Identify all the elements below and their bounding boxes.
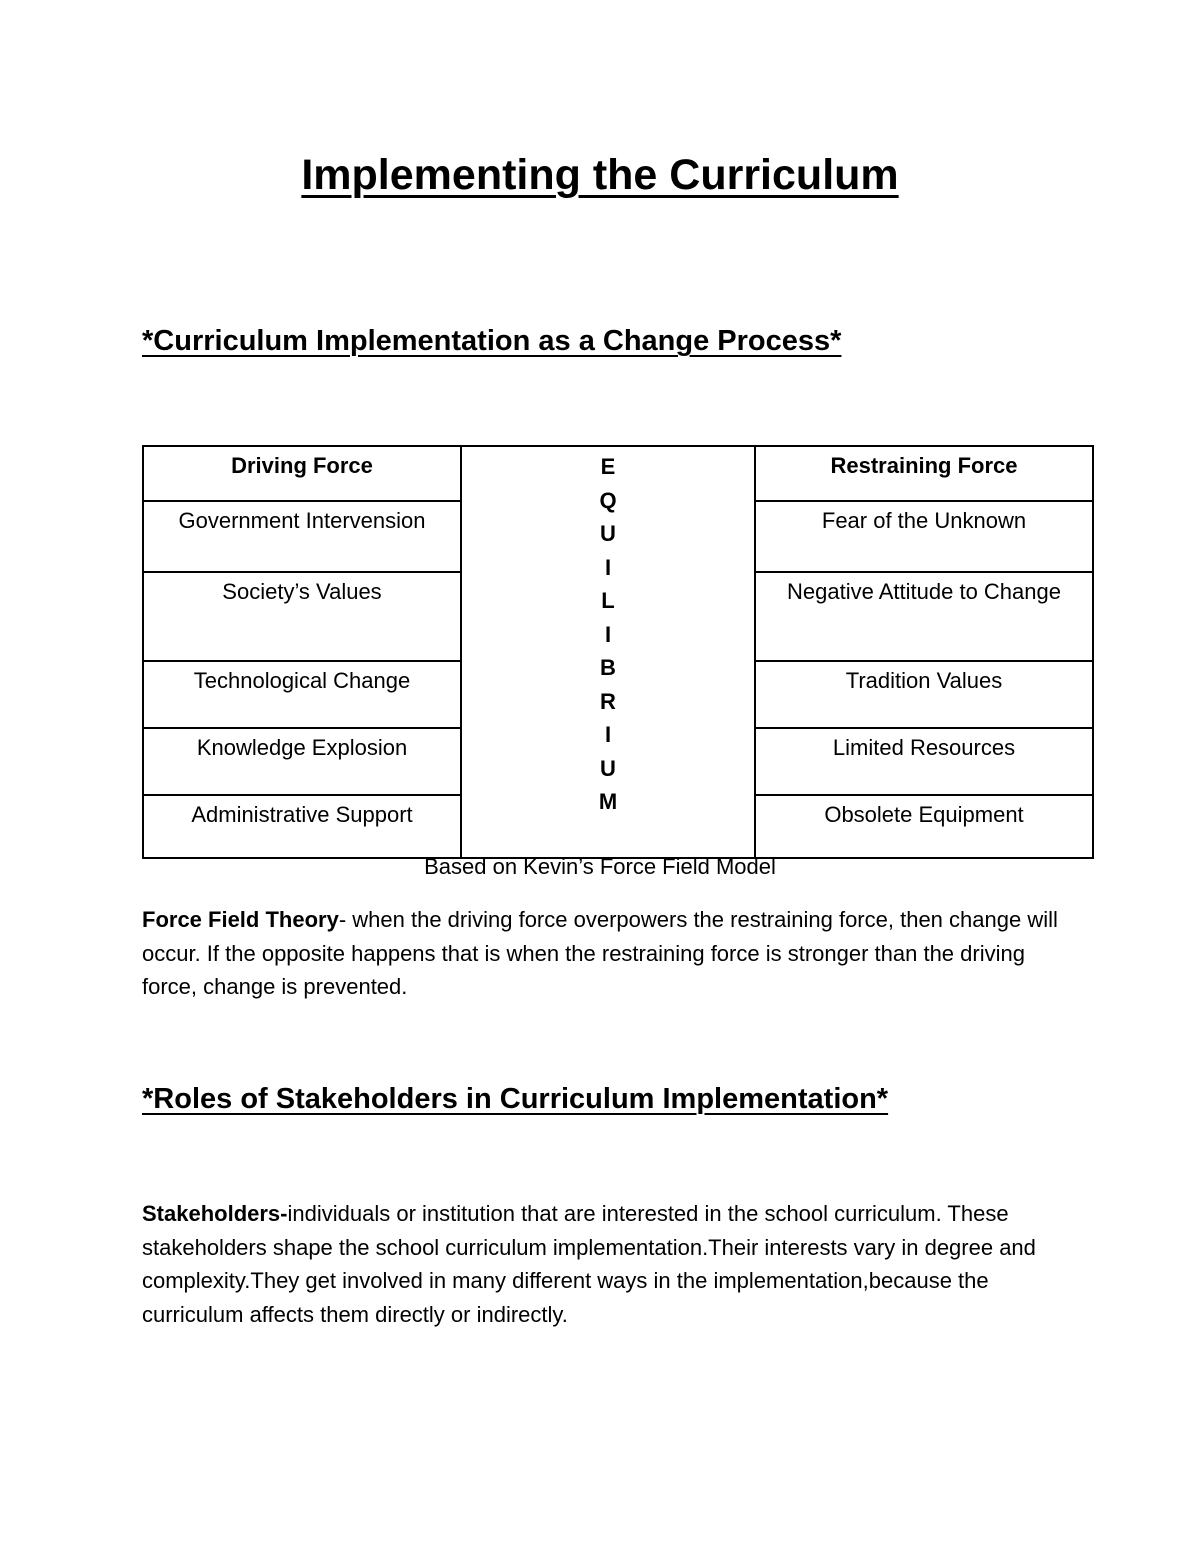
driving-force-cell: Government Intervension [143,501,461,572]
driving-force-header: Driving Force [143,446,461,501]
equilibrium-letter: Q [599,487,617,513]
table-caption: Based on Kevin’s Force Field Model [424,854,776,879]
driving-force-cell: Administrative Support [143,795,461,858]
restraining-force-cell: Limited Resources [755,728,1093,795]
equilibrium-letter: I [604,554,612,580]
driving-force-cell: Technological Change [143,661,461,728]
force-field-theory-term: Force Field Theory [142,907,339,932]
restraining-force-cell: Tradition Values [755,661,1093,728]
force-field-theory-text: - when the driving force overpowers the restraining force, then change will occur. If the opposite happens that is when the restraining force is stronger than the driving force, change is prevented. [142,907,1058,999]
stakeholders-text: individuals or institution that are interested in the school curriculum. These stakeholders shape the school curriculum implementation.Their interests vary in degree and complexity.They get involved in many different ways in the implementation,because the curriculum affects them directly or indirectly. [142,1201,1036,1327]
document-title-text: Implementing the Curriculum [301,151,899,199]
driving-force-cell: Knowledge Explosion [143,728,461,795]
force-field-table [142,445,1094,859]
equilibrium-letter: U [600,755,616,781]
restraining-force-cell: Obsolete Equipment [755,795,1093,858]
section-heading-stakeholders: *Roles of Stakeholders in Curriculum Implementation* [142,1083,889,1115]
force-field-theory-paragraph [142,903,1072,1004]
equilibrium-column [461,446,755,858]
equilibrium-letter: I [604,722,612,747]
restraining-force-cell: Fear of the Unknown [755,501,1093,572]
section-heading-change-process: *Curriculum Implementation as a Change Process* [142,325,842,357]
restraining-force-header: Restraining Force [755,446,1093,501]
stakeholders-term: Stakeholders- [142,1201,288,1226]
stakeholders-paragraph [142,1197,1072,1331]
equilibrium-letter: I [604,621,612,647]
driving-force-cell: Society’s Values [143,572,461,661]
table-header-row [143,446,1093,501]
restraining-force-cell: Negative Attitude to Change [755,572,1093,661]
equilibrium-letter: E [600,454,616,479]
equilibrium-letter: B [600,655,616,680]
equilibrium-letter: L [601,588,615,613]
equilibrium-letter: M [598,789,618,814]
document-title [0,148,1200,202]
equilibrium-letter: U [600,521,616,546]
equilibrium-letter: R [600,688,616,714]
